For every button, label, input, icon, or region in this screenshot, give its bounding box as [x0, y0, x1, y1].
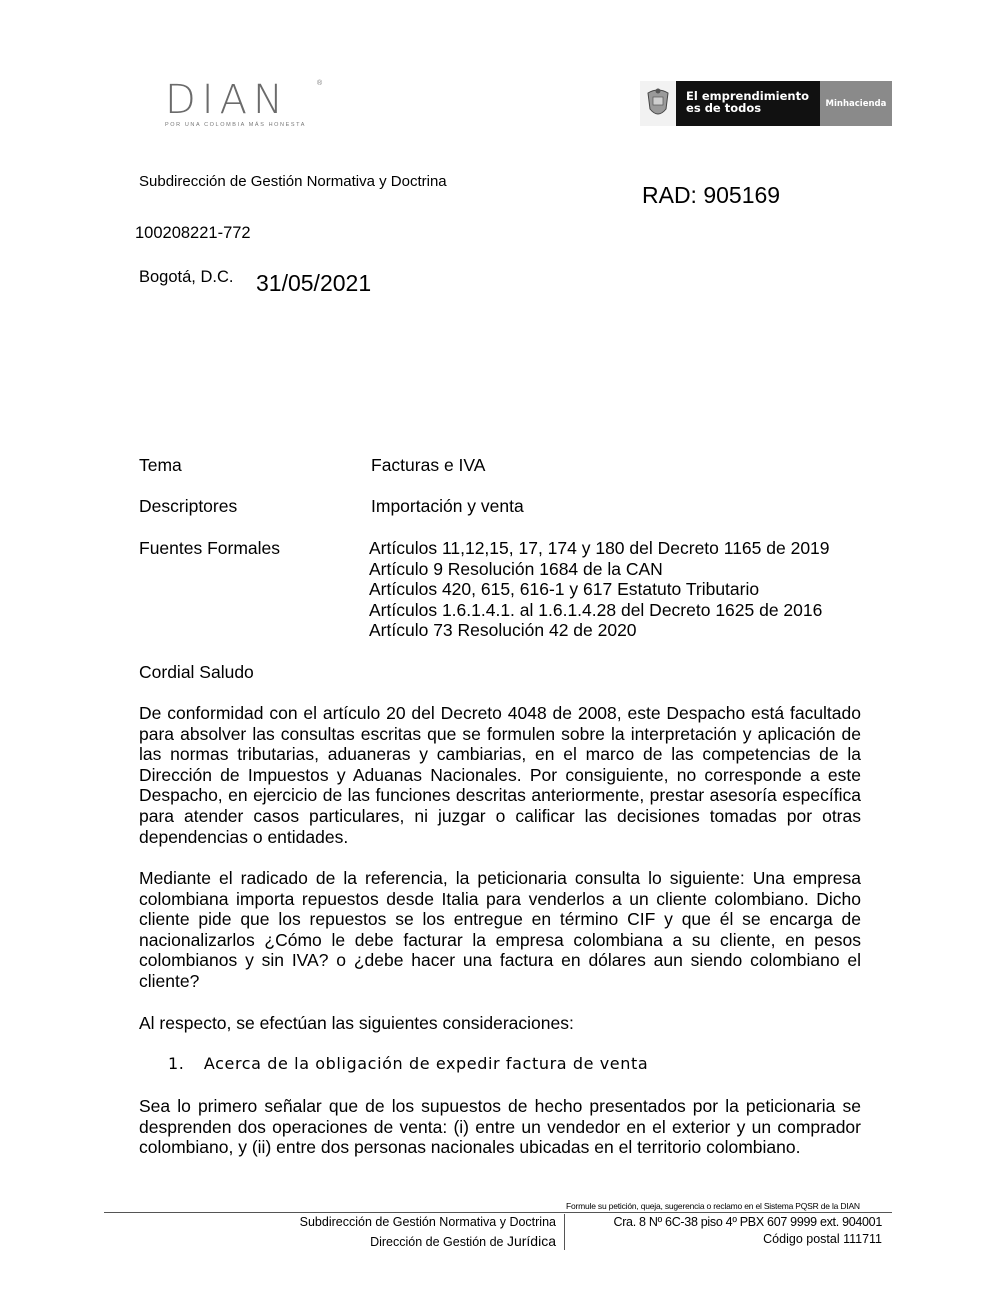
gov-slogan-line1: El emprendimiento — [686, 89, 810, 103]
fuentes-item: Artículo 73 Resolución 42 de 2020 — [369, 620, 637, 641]
footer-office: Subdirección de Gestión Normativa y Doctrina — [299, 1215, 556, 1229]
fuentes-list — [369, 538, 830, 641]
pqsr-note: Formule su petición, queja, sugerencia o reclamo en el Sistema PQSR de la DIAN — [566, 1201, 860, 1211]
rad-number: RAD: 905169 — [642, 182, 781, 208]
date: 31/05/2021 — [256, 270, 372, 296]
fuentes-item: Artículos 11,12,15, 17, 174 y 180 del Decreto 1165 de 2019 — [369, 538, 830, 558]
reference-number: 100208221-772 — [135, 224, 251, 242]
dian-logo-text: DIAN — [165, 77, 289, 123]
paragraph-4: Sea lo primero señalar que de los supuestos de hecho presentados por la peticionaria se desprenden dos operaciones de venta: (i) entre un vendedor en el exterior y un comprador colombiano, y (ii) entre dos personas nacionales ubicadas en el territorio colombiano. — [139, 1096, 861, 1158]
descriptores-label: Descriptores — [139, 496, 238, 516]
footer-divider — [104, 1212, 892, 1213]
ministry-name: Minhacienda — [820, 81, 892, 126]
paragraph-1: De conformidad con el artículo 20 del Decreto 4048 de 2008, este Despacho está facultado para absolver las consultas escritas que se formulen sobre la interpretación y aplicación de las normas tributarias, aduaneras y cambiarias, en el marco de las competencias de la Dirección de Impuestos y Aduanas Nacionales. Por consiguiente, no corresponde a este Despacho, en ejercicio de las funciones descritas anteriormente, prestar asesoría específica para atender casos particulares, ni juzgar o calificar las decisiones tomadas por otras dependencias o entidades. — [139, 703, 861, 847]
fuentes-label: Fuentes Formales — [139, 538, 281, 558]
dian-logo — [165, 77, 325, 128]
registered-mark-icon: ® — [317, 80, 323, 87]
tema-value: Facturas e IVA — [371, 455, 486, 475]
coat-of-arms-icon — [640, 81, 676, 126]
footer-postal-code: Código postal 111711 — [763, 1232, 882, 1246]
office-name: Subdirección de Gestión Normativa y Doctrina — [139, 173, 447, 190]
fuentes-item: Artículos 1.6.1.4.1. al 1.6.1.4.28 del Decreto 1625 de 2016 — [369, 599, 823, 620]
gov-slogan — [676, 81, 820, 126]
dian-logo-tagline: POR UNA COLOMBIA MÁS HONESTA — [165, 122, 306, 128]
footer-direction-prefix: Dirección de Gestión de — [370, 1235, 507, 1249]
fuentes-item: Artículos 420, 615, 616-1 y 617 Estatuto Tributario — [369, 579, 760, 600]
tema-label: Tema — [139, 455, 182, 475]
descriptores-value: Importación y venta — [371, 496, 524, 516]
government-logo — [640, 81, 892, 126]
city: Bogotá, D.C. — [139, 268, 234, 286]
numbered-heading — [168, 1054, 648, 1073]
numbered-heading-number: 1. — [168, 1054, 185, 1073]
paragraph-3: Al respecto, se efectúan las siguientes consideraciones: — [139, 1013, 574, 1033]
paragraph-2: Mediante el radicado de la referencia, la peticionaria consulta lo siguiente: Una empresa colombiana importa repuestos desde Italia para venderlos a un cliente colombiano. Dicho cliente pide que los repuestos se los entregue en término CIF y que él se encarga de nacionalizarlos ¿Cómo le debe facturar la empresa colombiana a su cliente, en pesos colombianos y sin IVA? o ¿debe hacer una factura en dólares aun siendo colombiano el cliente? — [139, 868, 861, 991]
numbered-heading-text: Acerca de la obligación de expedir factura de venta — [203, 1054, 649, 1073]
footer-direction — [370, 1233, 556, 1249]
footer-vertical-divider — [564, 1214, 565, 1250]
fuentes-item: Artículo 9 Resolución 1684 de la CAN — [369, 558, 663, 579]
greeting: Cordial Saludo — [139, 662, 254, 682]
footer-address: Cra. 8 Nº 6C-38 piso 4º PBX 607 9999 ext. 904001 — [613, 1215, 882, 1229]
footer-direction-name: Jurídica — [506, 1233, 556, 1249]
gov-slogan-line2: es de todos — [686, 101, 762, 115]
